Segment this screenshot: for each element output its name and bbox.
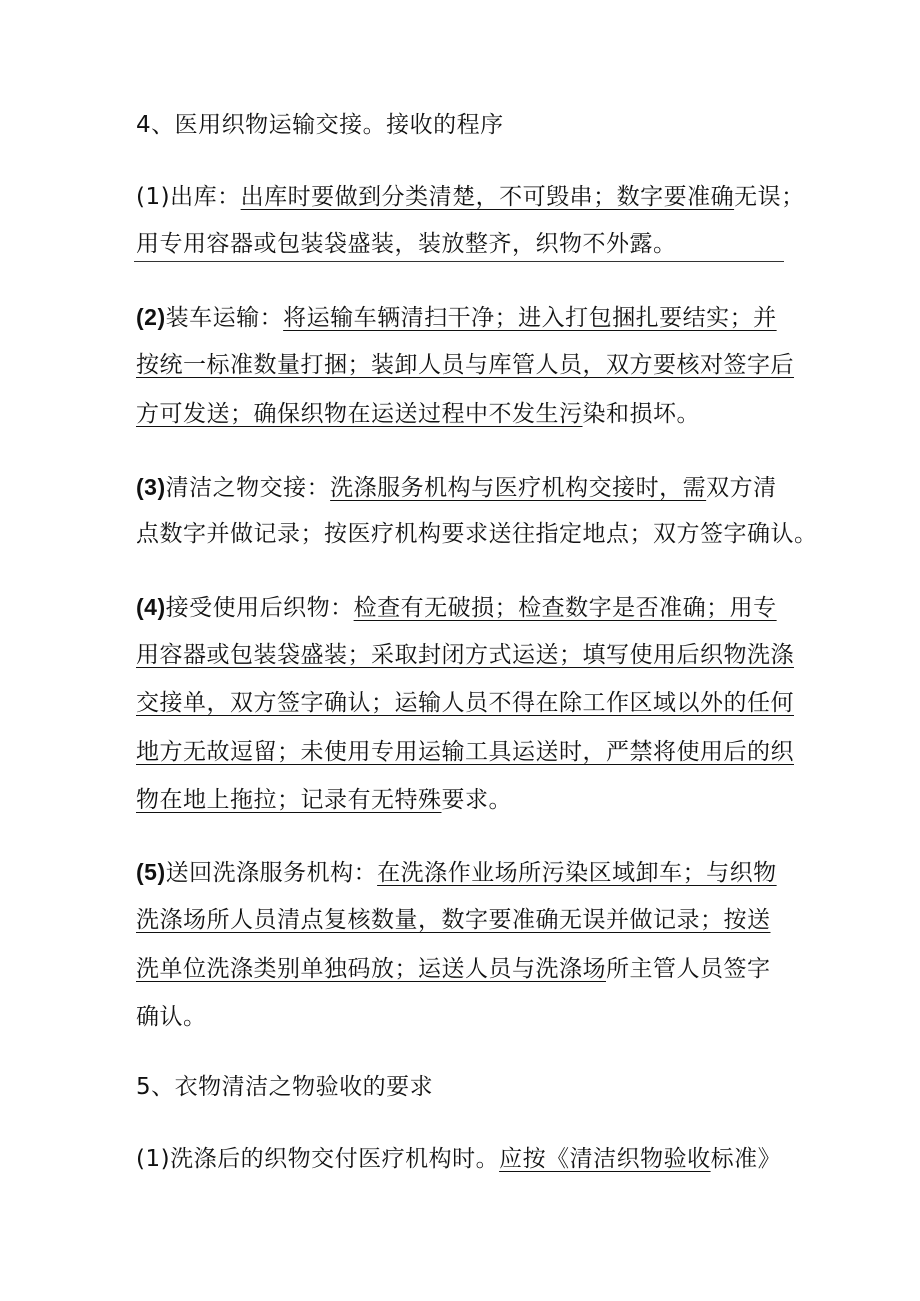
item-label: 清洁之物交接：: [165, 475, 331, 501]
underlined-text: 在洗涤作业场所污染区域卸车；与织物: [377, 860, 777, 886]
sec5-para-1-line-1: (1)洗涤后的织物交付医疗机构时。应按《清洁织物验收标准》: [136, 1146, 782, 1172]
underlined-text: 洗涤场所人员清点复核数量，数字要准确无误并做记录；按送: [136, 907, 771, 933]
underlined-text: 出库时要做到分类清楚，不可毁串；数字要准确: [240, 184, 735, 210]
underlined-text: 地方无故逗留；未使用专用运输工具运送时，严禁将使用后的织: [136, 739, 794, 765]
underlined-text: 应按《清洁织物验收: [499, 1146, 711, 1172]
horizontal-rule: [134, 261, 784, 262]
underlined-text: 交接单，双方签字确认；运输人员不得在除工作区域以外的任何: [136, 690, 794, 716]
para-2-line-2: [136, 348, 794, 382]
para-2-line-3: 方可发送；确保织物在运送过程中不发生污染和损坏。: [136, 401, 700, 427]
item-number: (1): [136, 184, 171, 210]
underlined-text: 物在地上拖拉；记录有无特殊: [136, 787, 442, 813]
para-4-line-1: [136, 590, 786, 625]
item-number: (2): [136, 304, 166, 330]
underlined-text: 按统一标准数量打捆；装卸人员与库管人员，双方要核对签字后: [136, 352, 794, 378]
para-5-line-1: [136, 855, 786, 890]
item-label: 装车运输：: [165, 305, 284, 331]
underlined-text: 洗涤服务机构与医疗机构交接时，需: [330, 475, 707, 501]
item-number: (5): [136, 859, 166, 885]
para-1-line-2: 用专用容器或包装袋盛装，装放整齐，织物不外露。: [136, 231, 677, 257]
para-4-line-2: [136, 638, 794, 672]
underlined-text: 检查有无破损；检查数字是否准确；用专: [353, 595, 777, 621]
para-4-line-5: 物在地上拖拉；记录有无特殊要求。: [136, 787, 512, 813]
para-5-line-4: 确认。: [136, 1004, 207, 1030]
item-number: (3): [136, 474, 166, 500]
section-4-heading: 4、医用织物运输交接。接收的程序: [136, 112, 504, 138]
para-4-line-3: [136, 686, 794, 720]
para-1-line-1: (1)出库：出库时要做到分类清楚，不可毁串；数字要准确无误；: [136, 184, 805, 210]
item-label: 出库：: [170, 184, 241, 210]
para-5-line-2: [136, 903, 786, 937]
para-4-line-4: [136, 735, 794, 769]
para-5-line-3: 洗单位洗涤类别单独码放；运送人员与洗涤场所主管人员签字: [136, 956, 771, 982]
section-5-heading: 5、衣物清洁之物验收的要求: [136, 1074, 434, 1100]
underlined-text: 用容器或包装袋盛装；采取封闭方式运送；填写使用后织物洗涤: [136, 642, 794, 668]
para-2-line-1: [136, 300, 786, 335]
item-label: 接受使用后织物：: [165, 595, 354, 621]
item-number: (4): [136, 594, 166, 620]
item-label: 送回洗涤服务机构：: [165, 860, 378, 886]
underlined-text: 将运输车辆清扫干净；进入打包捆扎要结实；并: [283, 305, 777, 331]
item-number: (1): [136, 1146, 171, 1172]
para-3-line-1: (3)清洁之物交接：洗涤服务机构与医疗机构交接时，需双方清: [136, 474, 777, 501]
underlined-text: 方可发送；确保织物在运送过程中不发生污: [136, 401, 583, 427]
para-3-line-2: 点数字并做记录；按医疗机构要求送往指定地点；双方签字确认。: [136, 521, 818, 547]
underlined-text: 洗单位洗涤类别单独码放；运送人员与洗涤场: [136, 956, 606, 982]
